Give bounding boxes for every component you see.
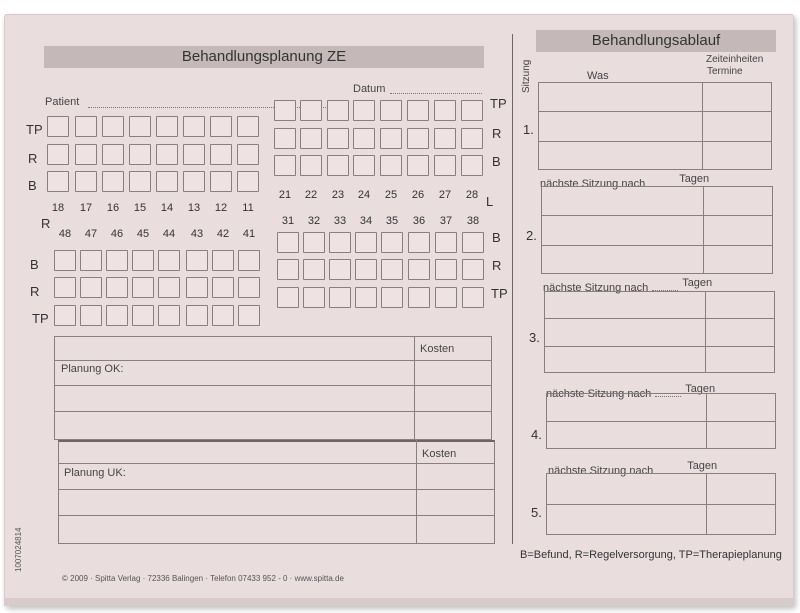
legend: B=Befund, R=Regelversorgung, TP=Therapieplanung [520, 549, 782, 561]
session-line [538, 111, 772, 112]
tooth-cell[interactable] [75, 171, 97, 192]
tooth-cell[interactable] [408, 259, 430, 280]
session-line [541, 215, 773, 216]
tooth-number: 22 [304, 189, 318, 201]
tooth-number: 43 [190, 228, 204, 240]
session-number: 3. [529, 330, 540, 345]
tooth-cell[interactable] [132, 250, 154, 271]
session-number: 2. [526, 228, 537, 243]
uk-line-1 [59, 463, 494, 464]
tooth-cell[interactable] [353, 100, 375, 121]
session-number: 1. [523, 122, 534, 137]
tooth-cell[interactable] [210, 116, 232, 137]
session-line [544, 346, 775, 347]
termine-label: Termine [707, 66, 743, 77]
tooth-cell[interactable] [80, 277, 102, 298]
kosten-label-ok: Kosten [420, 343, 455, 355]
tooth-cell[interactable] [277, 287, 299, 308]
tooth-cell[interactable] [158, 305, 180, 326]
session-line [546, 421, 776, 422]
was-label: Was [587, 70, 609, 82]
tooth-number: 44 [162, 228, 176, 240]
tooth-cell[interactable] [303, 232, 325, 253]
row-label-upper-tp: TP [26, 122, 43, 137]
tooth-cell[interactable] [353, 155, 375, 176]
row-label-lower-b: B [30, 257, 39, 272]
datum-field[interactable] [390, 93, 482, 94]
tooth-number: 45 [136, 228, 150, 240]
tooth-cell[interactable] [238, 250, 260, 271]
footer-copyright: © 2009 · Spitta Verlag · 72336 Balingen · Telefon 07433 952 - 0 · www.spitta.de [62, 574, 344, 583]
row-label-upper-right-tp: TP [490, 96, 507, 111]
tooth-number: 25 [384, 189, 398, 201]
tooth-cell[interactable] [186, 250, 208, 271]
tooth-number: 33 [333, 215, 347, 227]
next-session-suffix: Tagen [679, 173, 710, 185]
tooth-number: 17 [79, 202, 93, 214]
tooth-number: 41 [242, 228, 256, 240]
tooth-cell[interactable] [186, 305, 208, 326]
tooth-cell[interactable] [47, 171, 69, 192]
tooth-cell[interactable] [300, 100, 322, 121]
tooth-cell[interactable] [238, 305, 260, 326]
tooth-cell[interactable] [355, 259, 377, 280]
tooth-cell[interactable] [75, 116, 97, 137]
tooth-number: 14 [160, 202, 174, 214]
tooth-number: 28 [465, 189, 479, 201]
tooth-cell[interactable] [47, 116, 69, 137]
section-divider [512, 34, 513, 544]
tooth-cell[interactable] [329, 259, 351, 280]
tooth-cell[interactable] [434, 100, 456, 121]
ok-line-1 [55, 360, 491, 361]
tooth-cell[interactable] [435, 259, 457, 280]
tooth-cell[interactable] [327, 100, 349, 121]
tooth-cell[interactable] [183, 116, 205, 137]
tooth-number: 23 [331, 189, 345, 201]
tooth-cell[interactable] [238, 277, 260, 298]
tooth-cell[interactable] [462, 232, 484, 253]
tooth-cell[interactable] [355, 232, 377, 253]
tooth-number: 37 [439, 215, 453, 227]
tooth-number: 16 [106, 202, 120, 214]
datum-label: Datum [353, 83, 386, 95]
tooth-cell[interactable] [353, 128, 375, 149]
tooth-cell[interactable] [54, 277, 76, 298]
tooth-cell[interactable] [434, 155, 456, 176]
tooth-cell[interactable] [329, 232, 351, 253]
tooth-cell[interactable] [102, 116, 124, 137]
tooth-cell[interactable] [303, 259, 325, 280]
uk-line-3 [59, 515, 494, 516]
session-divider [703, 186, 704, 274]
tooth-cell[interactable] [132, 277, 154, 298]
uk-line-2 [59, 489, 494, 490]
next-session-suffix: Tagen [687, 460, 718, 472]
planning-title: Behandlungsplanung ZE [44, 46, 484, 68]
tooth-cell[interactable] [106, 305, 128, 326]
next-session-suffix: Tagen [685, 383, 716, 395]
kosten-divider-uk [416, 440, 417, 544]
tooth-cell[interactable] [462, 259, 484, 280]
tooth-number: 32 [307, 215, 321, 227]
tooth-number: 34 [359, 215, 373, 227]
tooth-cell[interactable] [54, 305, 76, 326]
tooth-cell[interactable] [158, 250, 180, 271]
tooth-number: 42 [216, 228, 230, 240]
tooth-cell[interactable] [380, 128, 402, 149]
session-number: 5. [531, 505, 542, 520]
tooth-number: 12 [214, 202, 228, 214]
side-label-l: L [486, 194, 494, 209]
tooth-cell[interactable] [132, 305, 154, 326]
tooth-cell[interactable] [327, 128, 349, 149]
tooth-cell[interactable] [435, 287, 457, 308]
session-line [544, 318, 775, 319]
tooth-number: 36 [412, 215, 426, 227]
row-label-lower-right-b: B [492, 230, 501, 245]
session-divider [705, 291, 706, 373]
tooth-cell[interactable] [212, 250, 234, 271]
tooth-number: 47 [84, 228, 98, 240]
tooth-cell[interactable] [277, 259, 299, 280]
pad-edge [4, 598, 794, 606]
tooth-number: 35 [385, 215, 399, 227]
tooth-cell[interactable] [212, 305, 234, 326]
session-box[interactable] [544, 291, 775, 373]
next-session-prefix: nächste Sitzung nach [548, 465, 654, 477]
tooth-cell[interactable] [237, 144, 259, 165]
tooth-cell[interactable] [408, 232, 430, 253]
tooth-cell[interactable] [355, 287, 377, 308]
tooth-cell[interactable] [329, 287, 351, 308]
next-session-prefix: nächste Sitzung nach [546, 388, 652, 400]
tooth-cell[interactable] [129, 171, 151, 192]
tooth-cell[interactable] [380, 155, 402, 176]
tooth-cell[interactable] [80, 250, 102, 271]
tooth-cell[interactable] [210, 144, 232, 165]
tooth-number: 15 [133, 202, 147, 214]
next-session-prefix: nächste Sitzung nach [543, 282, 649, 294]
session-line [541, 245, 773, 246]
tooth-cell[interactable] [102, 144, 124, 165]
next-session-suffix: Tagen [682, 277, 713, 289]
session-line [546, 504, 776, 505]
tooth-cell[interactable] [47, 144, 69, 165]
zeiteinheiten-label: Zeiteinheiten [706, 54, 764, 65]
tooth-cell[interactable] [106, 277, 128, 298]
tooth-number: 31 [281, 215, 295, 227]
tooth-cell[interactable] [461, 128, 483, 149]
ok-line-3 [55, 411, 491, 412]
planung-ok-label: Planung OK: [61, 363, 124, 375]
ablauf-title: Behandlungsablauf [536, 30, 776, 52]
row-label-lower-tp: TP [32, 311, 49, 326]
tooth-number: 18 [51, 202, 65, 214]
tooth-cell[interactable] [80, 305, 102, 326]
row-label-upper-right-r: R [492, 126, 502, 141]
tooth-cell[interactable] [129, 116, 151, 137]
session-box[interactable] [538, 82, 772, 170]
side-label-r: R [41, 216, 51, 231]
planung-uk-label: Planung UK: [64, 467, 126, 479]
tooth-cell[interactable] [75, 144, 97, 165]
tooth-cell[interactable] [381, 259, 403, 280]
tooth-cell[interactable] [435, 232, 457, 253]
kosten-divider-ok [414, 336, 415, 440]
kosten-label-uk: Kosten [422, 448, 457, 460]
row-label-upper-right-b: B [492, 154, 501, 169]
tooth-cell[interactable] [102, 171, 124, 192]
tooth-number: 46 [110, 228, 124, 240]
tooth-cell[interactable] [380, 100, 402, 121]
tooth-cell[interactable] [212, 277, 234, 298]
tooth-cell[interactable] [274, 128, 296, 149]
sitzung-label: Sitzung [521, 59, 532, 93]
tooth-cell[interactable] [237, 171, 259, 192]
patient-label: Patient [45, 96, 80, 108]
next-session-prefix: nächste Sitzung nach [540, 178, 646, 190]
session-box[interactable] [541, 186, 773, 274]
tooth-number: 24 [357, 189, 371, 201]
tooth-number: 11 [242, 202, 254, 214]
tooth-cell[interactable] [300, 128, 322, 149]
tooth-cell[interactable] [407, 128, 429, 149]
tooth-cell[interactable] [210, 171, 232, 192]
tooth-number: 27 [438, 189, 452, 201]
tooth-cell[interactable] [156, 144, 178, 165]
tooth-cell[interactable] [408, 287, 430, 308]
row-label-lower-right-r: R [492, 258, 502, 273]
row-label-lower-right-tp: TP [491, 286, 508, 301]
tooth-cell[interactable] [300, 155, 322, 176]
tooth-cell[interactable] [381, 232, 403, 253]
tooth-number: 21 [278, 189, 292, 201]
tooth-number: 38 [466, 215, 480, 227]
session-line [538, 141, 772, 142]
ok-line-2 [55, 385, 491, 386]
tooth-cell[interactable] [237, 116, 259, 137]
tooth-number: 48 [58, 228, 72, 240]
tooth-cell[interactable] [158, 277, 180, 298]
tooth-cell[interactable] [327, 155, 349, 176]
session-divider [702, 82, 703, 170]
tooth-cell[interactable] [156, 171, 178, 192]
row-label-upper-b: B [28, 178, 37, 193]
tooth-cell[interactable] [461, 155, 483, 176]
tooth-cell[interactable] [183, 171, 205, 192]
tooth-cell[interactable] [54, 250, 76, 271]
tooth-cell[interactable] [186, 277, 208, 298]
tooth-cell[interactable] [156, 116, 178, 137]
row-label-lower-r: R [30, 284, 40, 299]
tooth-number: 26 [411, 189, 425, 201]
tooth-cell[interactable] [106, 250, 128, 271]
tooth-cell[interactable] [461, 100, 483, 121]
tooth-cell[interactable] [277, 232, 299, 253]
tooth-cell[interactable] [129, 144, 151, 165]
tooth-cell[interactable] [303, 287, 325, 308]
tooth-cell[interactable] [462, 287, 484, 308]
session-number: 4. [531, 427, 542, 442]
tooth-cell[interactable] [274, 100, 296, 121]
row-label-upper-r: R [28, 151, 38, 166]
tooth-number: 13 [187, 202, 201, 214]
tooth-cell[interactable] [274, 155, 296, 176]
tooth-cell[interactable] [183, 144, 205, 165]
tooth-cell[interactable] [407, 155, 429, 176]
tooth-cell[interactable] [407, 100, 429, 121]
side-code: 1007024814 [14, 527, 23, 572]
tooth-cell[interactable] [434, 128, 456, 149]
tooth-cell[interactable] [381, 287, 403, 308]
